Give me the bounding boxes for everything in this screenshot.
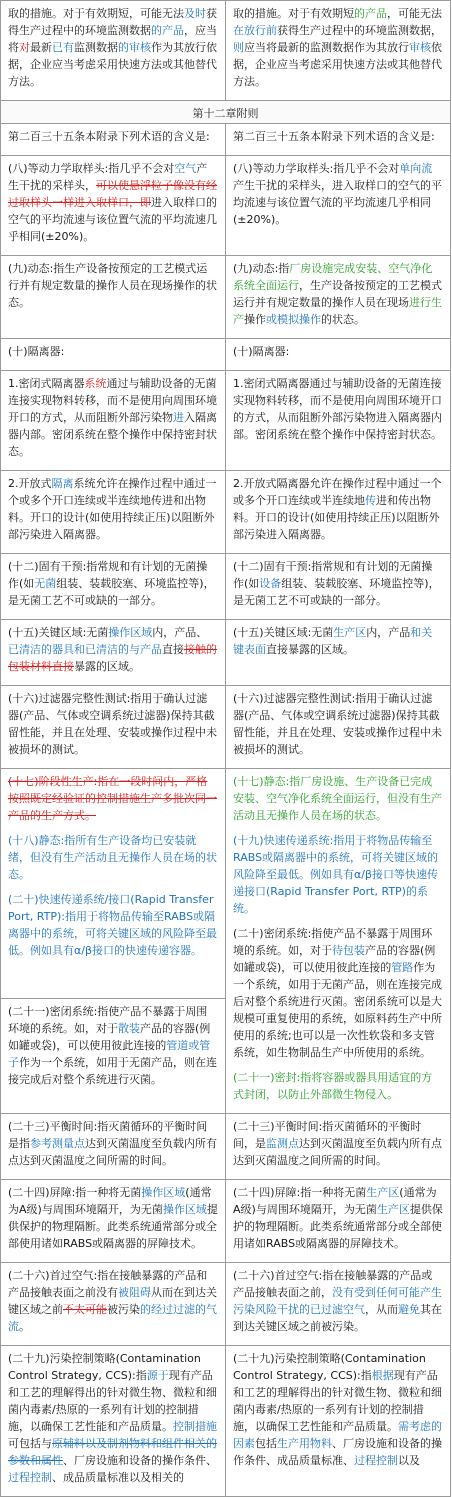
old-text-cell xyxy=(1,769,226,999)
text-run: (二十六)首过空气:指在接触暴露的产品和产品接触表面之前没有 xyxy=(8,1269,208,1299)
clause-paragraph xyxy=(8,891,218,959)
highlighted-text: 管路 xyxy=(391,961,414,974)
highlighted-text: 被阻碍 xyxy=(118,1286,151,1299)
new-text-cell xyxy=(226,156,451,256)
text-run: ，应当将 xyxy=(8,24,217,54)
text-run: 依据，企业应当考虑采用快速方法或其他替代方法。 xyxy=(233,41,442,88)
table-row xyxy=(1,124,451,156)
old-text-cell xyxy=(1,554,226,620)
text-run: 直接 xyxy=(162,643,184,656)
old-text-cell xyxy=(1,620,226,686)
text-run: 通过与辅助设备的无菌连接实现物料转移，而不是使用向周围环境开口的方式，从而阻断外部污染物 xyxy=(8,377,217,424)
clause-paragraph xyxy=(233,128,443,145)
text-run: ，可能无法 xyxy=(387,7,442,20)
text-run: 最新 xyxy=(30,41,52,54)
highlighted-text: 源于 xyxy=(146,1369,169,1382)
text-run: 操作 xyxy=(244,313,266,326)
table-row xyxy=(1,1,451,101)
text-run: 1.密闭式隔离器通过与辅助设备的无菌连接实现物料转移，而不是使用向周围环境开口的方式，从而阻断外部污染物进入隔离器内部。密闭系统在整个操作中保持密封状态。 xyxy=(233,377,442,441)
table-row xyxy=(1,1114,451,1180)
text-run: 提供保护的物理隔断。此类系统通常部分或全部使用诸如RABS或隔离器的屏障技术。 xyxy=(233,1203,443,1250)
clause-paragraph xyxy=(233,1350,443,1469)
text-run: (八)等动力学取样头:指几乎不会对 xyxy=(233,162,400,175)
new-text-cell xyxy=(226,1,451,101)
highlighted-text: (二十)快速传递系统/接口(Rapid Transfer Port, RTP):指用于将物品传输至RABS或隔离器中的系统，可将关键区域的风险降至最低。例如具有α/β接口的快速传递容器。 xyxy=(8,893,217,957)
highlighted-text: 没有受到任何可能产生污染风险干扰的已过滤空气 xyxy=(233,1286,442,1316)
highlighted-text: 监测点 xyxy=(266,1137,299,1150)
old-text-cell xyxy=(1,339,226,371)
highlighted-text: 传 xyxy=(365,494,376,507)
text-run: 从而在到达关键区域之前 xyxy=(8,1286,217,1316)
text-run: 产品的容器(例如罐或袋)，可以使用彼此连接的 xyxy=(233,944,436,974)
highlighted-text: 散装 xyxy=(118,1022,140,1036)
clause-paragraph xyxy=(8,128,218,145)
text-run: 、厂房设施和设备的操作条件、成品质量标准、 xyxy=(233,1437,442,1467)
highlighted-text: (十七)阶段性生产:指在一段时间内，严格按照既定经验证的控制措施生产多批次同一产品的生产方式。 xyxy=(8,775,217,822)
clause-paragraph xyxy=(233,1184,443,1252)
clause-paragraph xyxy=(8,1003,218,1088)
table-row xyxy=(1,620,451,686)
highlighted-text: 及时 xyxy=(184,7,206,20)
highlighted-text: 原辅料以及制剂物料和组件相关的参数和属性 xyxy=(8,1437,217,1467)
highlighted-text: 进行生产 xyxy=(233,296,442,326)
clause-paragraph xyxy=(233,1267,443,1335)
old-text-cell xyxy=(1,124,226,156)
highlighted-text: 过程控制 xyxy=(354,1454,398,1467)
highlighted-text: 审核 xyxy=(409,41,431,54)
old-text-cell xyxy=(1,256,226,339)
clause-paragraph xyxy=(233,624,443,658)
highlighted-text: 对 xyxy=(19,41,30,54)
text-run: 取的措施。对于有效期短 xyxy=(233,7,354,20)
clause-paragraph xyxy=(8,160,218,245)
text-run: 进和传出物料。开口的设计(如使用持续正压)以阻断外部污染进入隔离器。 xyxy=(233,494,440,541)
text-run: (二十四)屏障:指一种将无菌 xyxy=(233,1186,367,1199)
clause-paragraph xyxy=(8,624,218,675)
highlighted-text: 接触的包装材料直接 xyxy=(8,643,217,673)
text-run: (二十三)平衡时间:指灭菌循环的平衡时间是指 xyxy=(8,1120,208,1150)
text-run: 获得生产过程中的环境监测数据 xyxy=(8,7,217,37)
clause-paragraph xyxy=(8,690,218,758)
highlighted-text: 避免 xyxy=(398,1303,420,1316)
table-row xyxy=(1,471,451,554)
highlighted-text: 设备 xyxy=(259,577,282,590)
clause-paragraph xyxy=(8,773,218,824)
clause-paragraph xyxy=(233,1118,443,1169)
highlighted-text: 操作区域 xyxy=(108,626,153,639)
chapter-heading: 第十二章附则 xyxy=(1,101,451,124)
new-text-cell xyxy=(226,554,451,620)
new-text-cell xyxy=(226,339,451,371)
text-run: (十五)关键区域:无菌 xyxy=(8,626,109,639)
new-text-cell xyxy=(226,1114,451,1180)
old-text-cell xyxy=(1,1263,226,1346)
old-text-cell xyxy=(1,371,226,471)
highlighted-text: 过程控制 xyxy=(8,1471,52,1484)
text-run: (十)隔离器: xyxy=(8,345,65,358)
clause-paragraph xyxy=(8,1267,218,1335)
text-run: (十)隔离器: xyxy=(233,345,290,358)
text-run: 第二百三十五条本附录下列术语的含义是: xyxy=(233,130,435,143)
new-text-cell xyxy=(226,1346,451,1497)
text-run: 产生干扰的采样头， xyxy=(8,162,208,192)
text-run: (十二)固有干预:指常规和有计划的无菌操作(如 xyxy=(8,560,208,590)
new-text-cell xyxy=(226,471,451,554)
table-row xyxy=(1,1180,451,1263)
text-run: 组装、装载胶塞、环境监控等)，是无菌工艺不可或缺的一部分。 xyxy=(233,577,440,607)
text-run: (九)动态:指生产设备按预定的工艺模式运行并有规定数量的操作人员在现场操作的状态。 xyxy=(8,262,217,309)
text-run: 被污染 xyxy=(107,1303,140,1316)
clause-paragraph xyxy=(8,260,218,311)
highlighted-text: 不太可能 xyxy=(63,1303,107,1316)
table-row xyxy=(1,371,451,471)
old-text-cell xyxy=(1,999,226,1114)
clause-paragraph xyxy=(233,558,443,609)
clause-paragraph xyxy=(8,343,218,360)
text-run: 入隔离器内部。密闭系统在整个操作中保持密封状态。 xyxy=(8,411,217,458)
highlighted-text: 系统 xyxy=(84,377,107,390)
new-text-cell xyxy=(226,620,451,686)
highlighted-text: 可以使悬浮粒子像没有经过取样头一样进入取样口，即 xyxy=(8,179,217,209)
clause-paragraph xyxy=(8,558,218,609)
old-text-cell xyxy=(1,156,226,256)
table-row xyxy=(1,1346,451,1497)
table-row xyxy=(1,156,451,256)
old-text-cell xyxy=(1,686,226,769)
text-run: (二十一)密闭系统:指使产品不暴露于周围环境的系统。如，对于 xyxy=(8,1005,208,1036)
text-run: 现有产品和工艺的理解得出的针对微生物、微粒和细菌内毒素/热原的一系列有计划的控制措施，以确保工艺性能和产品质量。 xyxy=(8,1369,217,1433)
highlighted-text: 的审核 xyxy=(118,41,151,54)
text-run: (二十三)平衡时间:指灭菌循环的平衡时间，是 xyxy=(233,1120,422,1150)
clause-paragraph xyxy=(8,475,218,543)
highlighted-text: 无菌 xyxy=(34,577,57,590)
text-run: 。 xyxy=(19,1320,30,1333)
highlighted-text: 单向流 xyxy=(399,162,433,175)
text-run: 、厂房设施和设备的操作条件、 xyxy=(63,1454,217,1467)
old-text-cell xyxy=(1,1114,226,1180)
text-run: ，从而 xyxy=(365,1303,398,1316)
highlighted-text: 管道或管子 xyxy=(8,1039,211,1070)
clause-paragraph xyxy=(8,375,218,460)
highlighted-text: 根据 xyxy=(371,1369,394,1382)
text-run: 产品的容器(例如罐或袋)，可以使用彼此连接的 xyxy=(8,1022,211,1053)
clause-paragraph xyxy=(8,5,218,90)
text-run: (十六)过滤器完整性测试:指用于确认过滤器(产品、气体或空调系统过滤器)保持其截留性能，并且在处理、安装或操作过程中未被损坏的测试。 xyxy=(8,692,217,756)
table-row xyxy=(1,256,451,339)
text-run: 监测数据 xyxy=(74,41,118,54)
text-run: 其在到达关键区域之前被污染。 xyxy=(233,1303,442,1333)
text-run: (十六)过滤器完整性测试:指用于确认过滤器(产品、气体或空调系统过滤器)保持其截留性能，并且在处理、安装或操作过程中未被损坏的测试。 xyxy=(233,692,442,756)
text-run: 可包括与 xyxy=(8,1437,52,1450)
text-run: 暴露的区域。 xyxy=(74,660,140,673)
table-row xyxy=(1,769,451,999)
text-run: 内，产品 xyxy=(366,626,411,639)
text-run: (九)动态:指 xyxy=(233,262,290,275)
clause-paragraph xyxy=(233,1069,443,1103)
old-text-cell xyxy=(1,1346,226,1497)
clause-paragraph xyxy=(233,375,443,443)
highlighted-text: (二十一)密封:指将容器或器具用适宜的方式封闭，以防止外部微生物侵入。 xyxy=(233,1071,433,1101)
text-run: 1.密闭式隔离器 xyxy=(8,377,85,390)
highlighted-text: (十八)静态:指所有生产设备均已安装就绪，但没有生产活动且无操作人员在场的状态。 xyxy=(8,834,217,881)
clause-paragraph xyxy=(233,5,443,90)
clause-paragraph xyxy=(233,160,443,228)
text-run: (二十四)屏障:指一种将无菌 xyxy=(8,1186,142,1199)
clause-paragraph xyxy=(233,475,443,543)
text-run: 产生干扰的采样头，进入取样口的空气的平均流速与该位置气流的平均流速几乎相同(±20%)。 xyxy=(233,179,442,226)
text-run: (八)等动力学取样头:指几乎不会对 xyxy=(8,162,175,175)
highlighted-text: 参考测量点 xyxy=(30,1137,85,1150)
text-run: 应当将最新的监测数据作为其放行 xyxy=(244,41,409,54)
text-run: 获得生产过程中的环境监测数据， xyxy=(277,24,442,37)
text-run: (二十)密闭系统:指使产品不暴露于周围环境的系统。如，对于 xyxy=(233,927,433,957)
text-run: 的状态。 xyxy=(321,313,365,326)
highlighted-text: 生产区 xyxy=(333,626,367,639)
highlighted-text: 待包装 xyxy=(332,944,365,957)
chapter-heading-row xyxy=(1,101,451,124)
text-run: 系统允许在操作过程中通过一个或多个开口连续或半连续地传进和出物料。开口的设计(如使用持续正压)以阻断外部污染进入隔离器。 xyxy=(8,477,217,541)
clause-paragraph xyxy=(8,1184,218,1252)
text-run: (二十六)首过空气:指在接触暴露的产品或产品接触表面之前， xyxy=(233,1269,433,1299)
old-text-cell xyxy=(1,1180,226,1263)
text-run: (通常为A级)与周围环境隔开，为无菌 xyxy=(8,1186,212,1216)
highlighted-text: 生产用物料 xyxy=(277,1437,332,1450)
new-text-cell xyxy=(226,256,451,339)
highlighted-text: 厂房设施完成安装、空气净化系统全面运行 xyxy=(233,262,433,292)
table-row xyxy=(1,686,451,769)
highlighted-text: 的经过过滤的气流 xyxy=(8,1303,217,1333)
text-run: 、成品质量标准以及相关的 xyxy=(52,1471,184,1484)
highlighted-text: 已有 xyxy=(52,41,74,54)
text-run: 进入取样口的空气的平均流速与该位置气流的平均流速几乎相同(±20%)。 xyxy=(8,196,217,243)
highlighted-text: 操作区域 xyxy=(162,1203,207,1216)
clause-paragraph xyxy=(233,773,443,824)
new-text-cell xyxy=(226,1180,451,1263)
highlighted-text: (十七)静态:指厂房设施、生产设备已完成安装、空气净化系统全面运行，但没有生产活动且无操作人员在场的状态。 xyxy=(233,775,442,822)
new-text-cell xyxy=(226,1263,451,1346)
new-text-cell xyxy=(226,124,451,156)
text-run: 达到灭菌温度至负载内所有点达到灭菌温度之间所需的时间。 xyxy=(8,1137,217,1167)
text-run: (二十九)污染控制策略(Contamination Control Strategy, CCS):指 xyxy=(8,1352,201,1382)
text-run: (十二)固有干预:指常规和有计划的无菌操作(如 xyxy=(233,560,433,590)
highlighted-text: 已清洁的器具和已清洁的与产品 xyxy=(8,643,162,656)
text-run: 作为一个系统，如用于无菌产品，则在连接完成后对整个系统进行灭菌。 xyxy=(8,1056,217,1087)
highlighted-text: 需考虑的因素 xyxy=(233,1420,442,1450)
text-run: 现有产品和工艺的理解得出的针对微生物、微粒和细菌内毒素/热原的一系列有计划的控制措施，以确保工艺性能和产品质量。 xyxy=(233,1369,442,1433)
text-run: 2.开放式 xyxy=(8,477,52,490)
text-run: 取的措施。对于有效期短，可能无法 xyxy=(8,7,184,20)
text-run: 第二百三十五条本附录下列术语的含义是: xyxy=(8,130,210,143)
clause-paragraph xyxy=(233,260,443,328)
highlighted-text: 或模拟操作 xyxy=(266,313,321,326)
highlighted-text: 控制措施 xyxy=(173,1420,217,1433)
text-run: 组装、装载胶塞、环境监控等)，是无菌工艺不可或缺的一部分。 xyxy=(8,577,215,607)
highlighted-text: 空气 xyxy=(174,162,197,175)
text-run: 作为一个系统，如用于无菌产品，则在连接完成后对整个系统进行灭菌。密闭系统可以是大规模可重复使用的系统，如原料药生产中所使用的系统;也可以是一次性软袋和多支管系统，如生物制品生产中所使用的系统。 xyxy=(233,961,442,1059)
text-run: 包括 xyxy=(255,1437,277,1450)
text-run: 提供保护的物理隔断。此类系统通常部分或全部使用诸如RABS或隔离器的屏障技术。 xyxy=(8,1203,218,1250)
highlighted-text: 和关键表面 xyxy=(233,626,433,656)
highlighted-text: 则 xyxy=(233,41,244,54)
highlighted-text: 隔离 xyxy=(51,477,74,490)
clause-paragraph xyxy=(8,832,218,883)
table-row xyxy=(1,554,451,620)
text-run: 以及 xyxy=(398,1454,420,1467)
clause-paragraph xyxy=(233,343,443,360)
highlighted-text: 的产品 xyxy=(354,7,387,20)
highlighted-text: 进 xyxy=(173,411,184,424)
table-row xyxy=(1,1263,451,1346)
text-run: (通常为A级)与周围环境隔开，为无菌 xyxy=(233,1186,437,1216)
text-run: (十五)关键区域:无菌 xyxy=(233,626,334,639)
clause-paragraph xyxy=(233,690,443,758)
text-run: 达到灭菌温度至负载内所有点达到灭菌温度之间所需的时间。 xyxy=(233,1137,442,1167)
new-text-cell xyxy=(226,769,451,1114)
highlighted-text: 在放行前 xyxy=(233,24,277,37)
clause-paragraph xyxy=(8,1350,218,1486)
text-run: 直接暴露的区域。 xyxy=(266,643,354,656)
text-run: 2.开放式隔离器允许在操作过程中通过一个或多个开口连续或半连续地 xyxy=(233,477,442,507)
highlighted-text: 的产品 xyxy=(151,24,184,37)
text-run: ，生产设备按预定的工艺模式运行并有规定数量的操作人员在现场 xyxy=(233,279,442,309)
text-run: (二十九)污染控制策略(Contamination Control Strategy, CCS):指 xyxy=(233,1352,426,1382)
new-text-cell xyxy=(226,686,451,769)
highlighted-text: 生产区 xyxy=(376,1203,410,1216)
highlighted-text: (十九)快速传递系统:指用于将物品传输至RABS或隔离器中的系统，可将关键区域的风险降至最低。例如具有α/β接口等快速传递接口(Rapid Transfer Port, RTP)的系统。 xyxy=(233,834,439,915)
highlighted-text: 生产区 xyxy=(366,1186,400,1199)
clause-paragraph xyxy=(233,832,443,917)
highlighted-text: 操作区域 xyxy=(141,1186,186,1199)
clause-paragraph xyxy=(8,1118,218,1169)
clause-paragraph xyxy=(233,925,443,1061)
old-text-cell xyxy=(1,1,226,101)
text-run: 作为其放行依据，企业应当考虑采用快速方法或其他替代方法。 xyxy=(8,41,217,88)
old-text-cell xyxy=(1,471,226,554)
table-row xyxy=(1,339,451,371)
text-run: 内，产品、 xyxy=(152,626,208,639)
new-text-cell xyxy=(226,371,451,471)
